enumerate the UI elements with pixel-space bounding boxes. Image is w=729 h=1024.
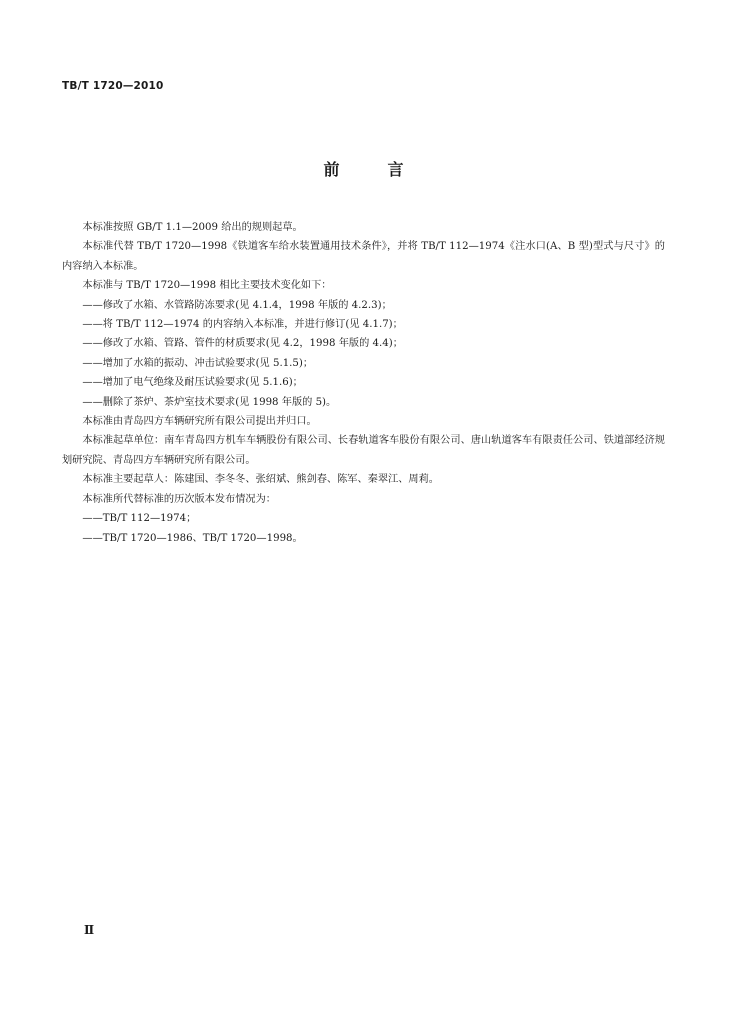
title-char-2: 言 <box>387 160 406 179</box>
paragraph-drafting-units: 本标准起草单位：南车青岛四方机车车辆股份有限公司、长春轨道客车股份有限公司、唐山轨道客车有限责任公司、铁道部经济规划研究院、青岛四方车辆研究所有限公司。 <box>62 435 665 466</box>
change-item: ——增加了电气绝缘及耐压试验要求(见 5.1.6)； <box>82 377 303 389</box>
history-item: ——TB/T 1720—1986、TB/T 1720—1998。 <box>82 532 303 544</box>
paragraph-drafting-rules: 本标准按照 GB/T 1.1—2009 给出的规则起草。 <box>82 222 303 233</box>
foreword-body <box>62 218 665 548</box>
change-item: ——删除了茶炉、茶炉室技术要求(见 1998 年版的 5)。 <box>82 396 337 408</box>
paragraph-replacement: 本标准代替 TB/T 1720—1998《铁道客车给水装置通用技术条件》，并将 TB/T 112—1974《注水口(A、B 型)型式与尺寸》的内容纳入本标准。 <box>62 241 665 272</box>
paragraph-history-intro: 本标准所代替标准的历次版本发布情况为： <box>82 493 276 505</box>
page-number: Ⅱ <box>84 923 95 937</box>
change-item: ——将 TB/T 112—1974 的内容纳入本标准，并进行修订(见 4.1.7)； <box>82 319 403 331</box>
paragraph-drafters: 本标准主要起草人：陈建国、李冬冬、张绍斌、熊剑春、陈军、秦翠江、周莉。 <box>82 474 439 486</box>
history-item: ——TB/T 112—1974； <box>82 513 197 525</box>
change-item: ——增加了水箱的振动、冲击试验要求(见 5.1.5)； <box>82 357 314 369</box>
paragraph-changes-intro: 本标准与 TB/T 1720—1998 相比主要技术变化如下： <box>82 280 332 292</box>
change-item: ——修改了水箱、水管路防冻要求(见 4.1.4，1998 年版的 4.2.3)； <box>82 299 392 311</box>
title-char-1: 前 <box>323 160 342 179</box>
page-title <box>0 157 729 180</box>
change-item: ——修改了水箱、管路、管件的材质要求(见 4.2，1998 年版的 4.4)； <box>82 338 403 350</box>
standard-code: TB/T 1720—2010 <box>62 80 164 92</box>
paragraph-proposer: 本标准由青岛四方车辆研究所有限公司提出并归口。 <box>82 416 317 428</box>
